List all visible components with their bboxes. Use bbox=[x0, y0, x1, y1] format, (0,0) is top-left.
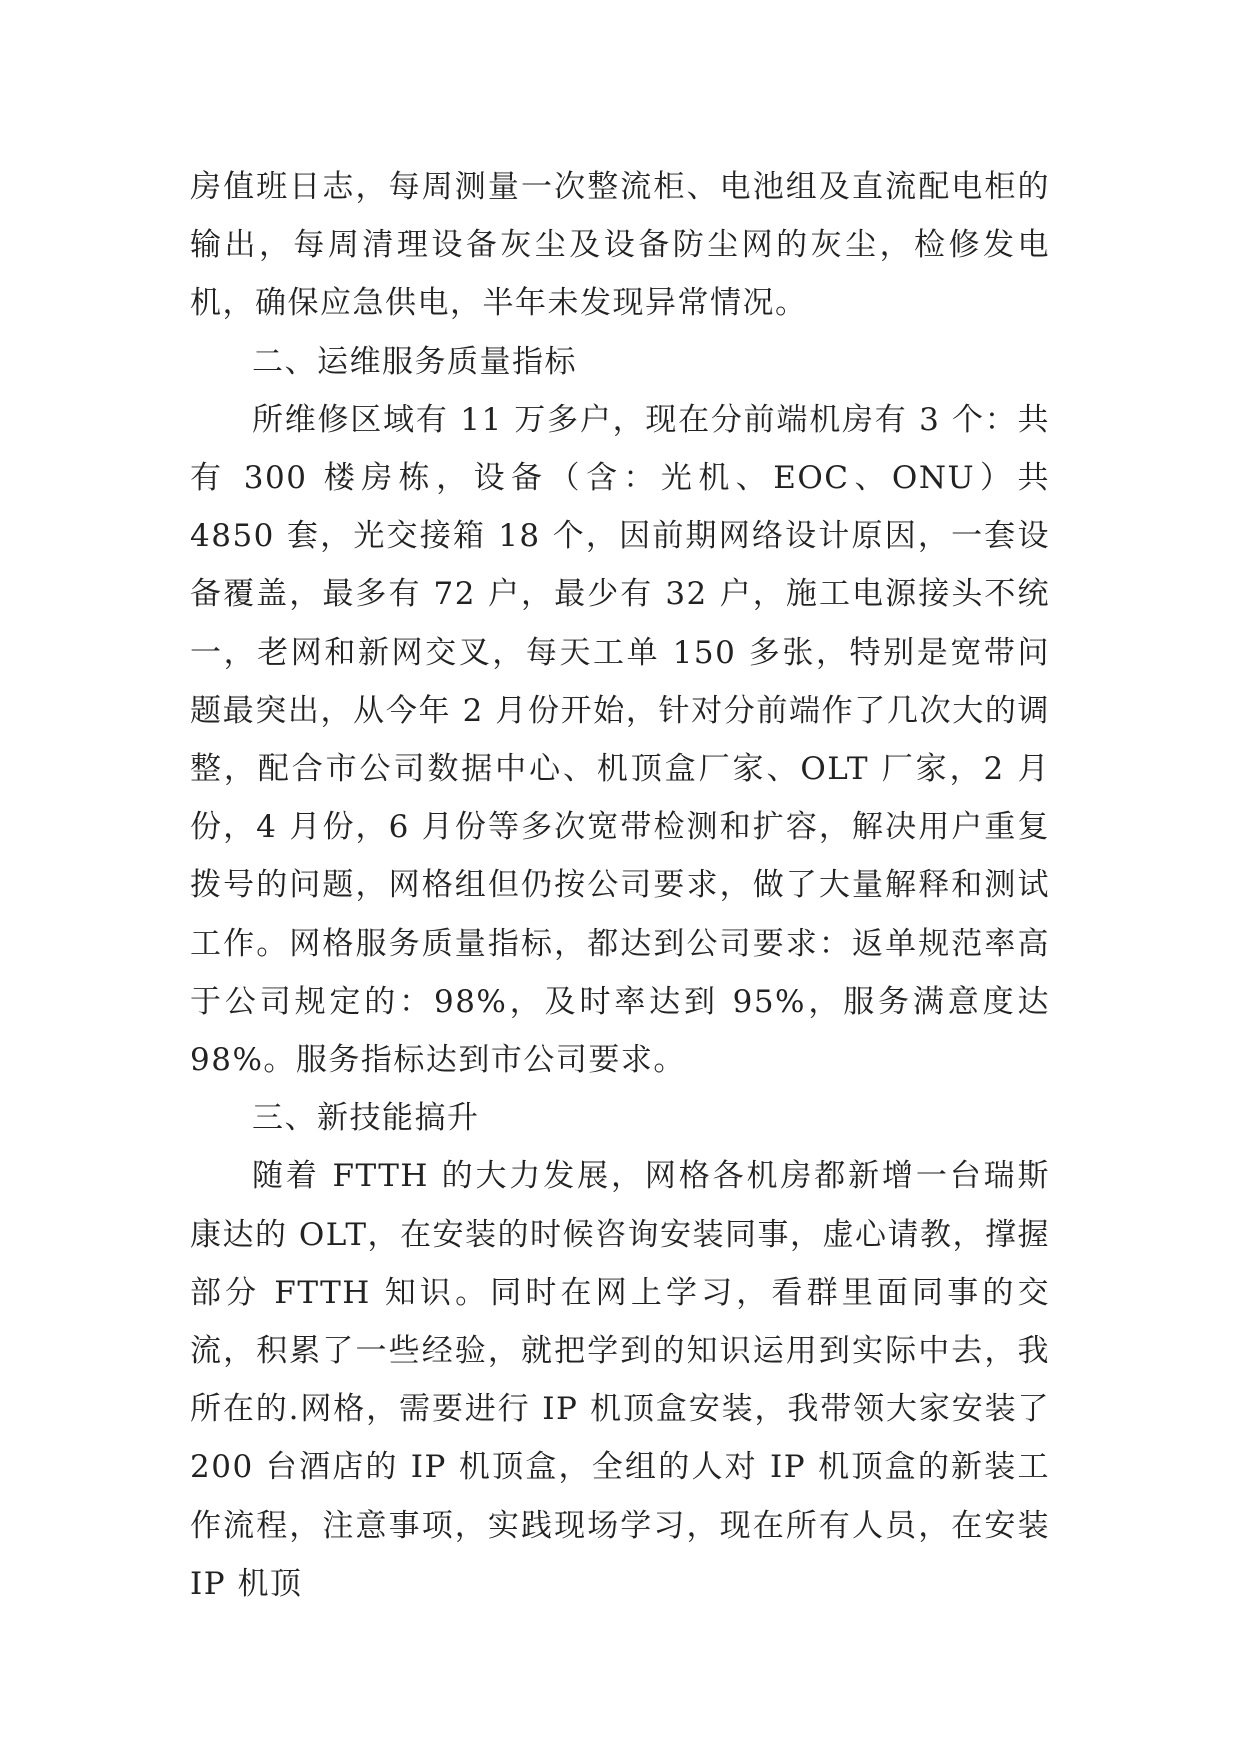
paragraph-duty-log: 房值班日志，每周测量一次整流柜、电池组及直流配电柜的输出，每周清理设备灰尘及设备防尘网的灰尘，检修发电机，确保应急供电，半年未发现异常情况。 bbox=[190, 169, 1050, 322]
paragraph-new-skills: 随着 FTTH 的大力发展，网格各机房都新增一台瑞斯康达的 OLT，在安装的时候咨询安装同事，虚心请教，撑握部分 FTTH 知识。同时在网上学习，看群里面同事的交流，积累了一些经验，就把学到的知识运用到实际中去，我所在的.网格，需要进行 IP 机顶盒安装，我带领大家安装了 200 台酒店的 IP 机顶盒，全组的人对 IP 机顶盒的新装工作流程，注意事项，实践现场学习，现在所有人员，在安装 IP 机顶 bbox=[190, 1158, 1051, 1602]
paragraph-service-quality: 所维修区域有 11 万多户，现在分前端机房有 3 个：共有 300 楼房栋，设备（含：光机、EOC、ONU）共 4850 套，光交接箱 18 个，因前期网络设计原因，一套设备覆盖，最多有 72 户，最少有 32 户，施工电源接头不统一，老网和新网交叉，每天工单 150 多张，特别是宽带问题最突出，从今年 2 月份开始，针对分前端作了几次大的调整，配合市公司数据中心、机顶盒厂家、OLT 厂家，2 月份，4 月份，6 月份等多次宽带检测和扩容，解决用户重复拨号的问题，网格组但仍按公司要求，做了大量解释和测试工作。网格服务质量指标，都达到公司要求：返单规范率高于公司规定的：98%，及时率达到 95%，服务满意度达 98%。服务指标达到市公司要求。 bbox=[190, 401, 1050, 1079]
document-body bbox=[190, 158, 1050, 1613]
section-heading-new-skills: 三、新技能搞升 bbox=[252, 1100, 480, 1137]
section-heading-service-quality: 二、运维服务质量指标 bbox=[252, 343, 577, 380]
